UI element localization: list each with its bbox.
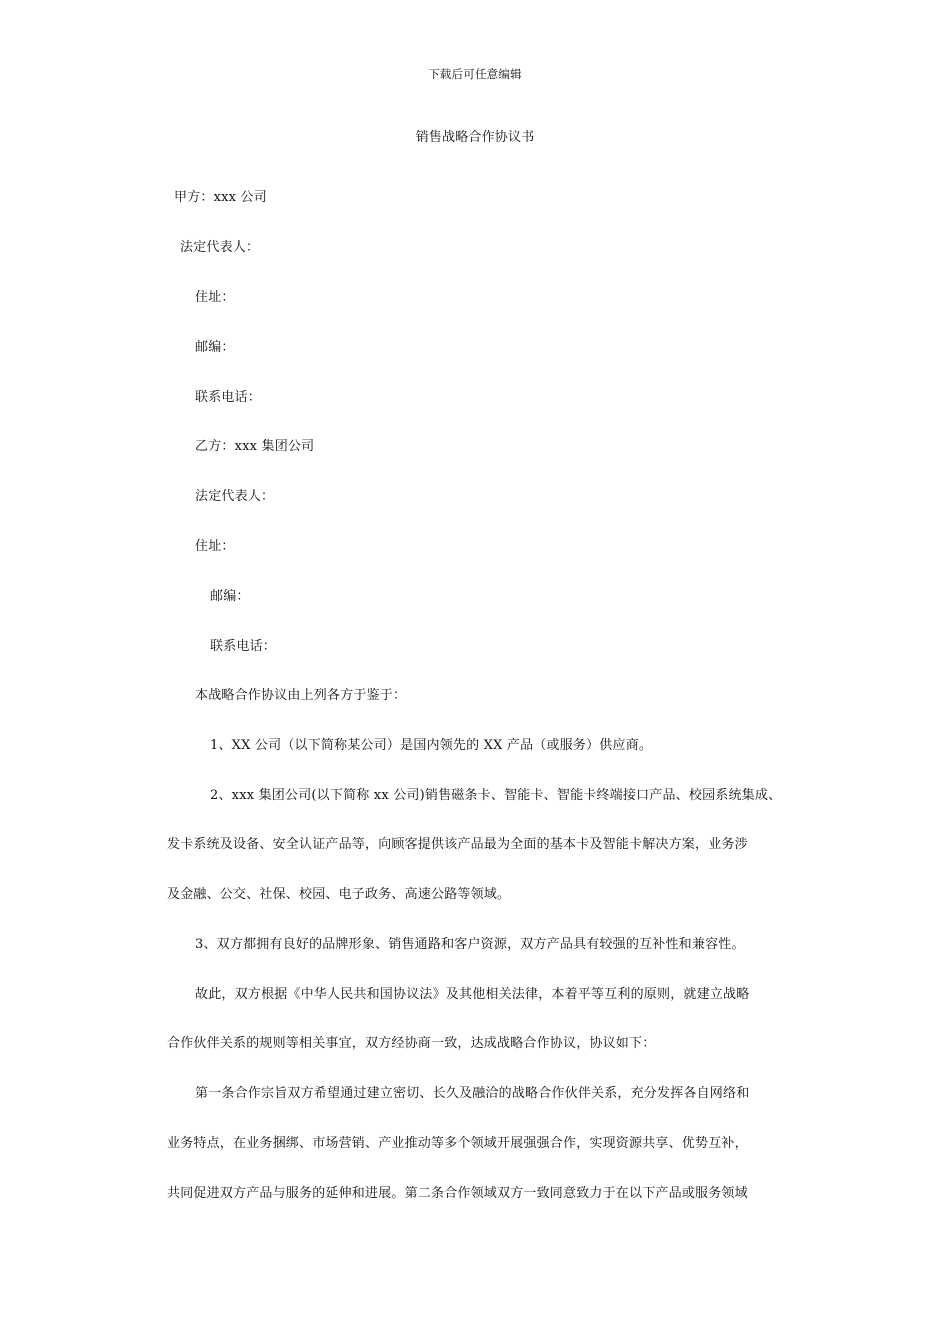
party-a-legal-rep: 法定代表人： [180,240,260,255]
article-1-line-2: 业务特点，在业务捆绑、市场营销、产业推动等多个领域开展强强合作，实现资源共享、优势互补， [167,1136,748,1151]
party-b-phone: 联系电话： [210,639,277,654]
recital-item-3: 3、双方都拥有良好的品牌形象、销售通路和客户资源，双方产品具有较强的互补性和兼容性。 [195,937,745,952]
article-1-line-1: 第一条合作宗旨双方希望通过建立密切、长久及融洽的战略合作伙伴关系，充分发挥各自网络和 [195,1086,750,1101]
party-a-phone: 联系电话： [195,390,262,405]
recital-item-2-line-3: 及金融、公交、社保、校园、电子政务、高速公路等领域。 [167,887,511,902]
recital-item-2-line-1: 2、xxx 集团公司(以下简称 xx 公司)销售磁条卡、智能卡、智能卡终端接口产品、校园系统集成、 [210,788,782,803]
party-b-postcode: 邮编： [210,589,250,604]
document-title: 销售战略合作协议书 [415,130,535,145]
party-a-name: 甲方：xxx 公司 [174,190,267,205]
header-note: 下载后可任意编辑 [428,67,522,81]
article-1-line-3: 共同促进双方产品与服务的延伸和进展。第二条合作领域双方一致同意致力于在以下产品或服务领域 [167,1186,748,1201]
party-a-postcode: 邮编： [195,340,235,355]
recital-item-1: 1、XX 公司（以下简称某公司）是国内领先的 XX 产品（或服务）供应商。 [210,738,653,753]
intro-paragraph: 本战略合作协议由上列各方于鉴于： [195,688,407,703]
therefore-paragraph-line-1: 故此，双方根据《中华人民共和国协议法》及其他相关法律，本着平等互利的原则，就建立战略 [195,987,750,1002]
party-b-name: 乙方：xxx 集团公司 [195,439,315,454]
party-a-address: 住址： [195,290,235,305]
party-b-address: 住址： [195,539,235,554]
therefore-paragraph-line-2: 合作伙伴关系的规则等相关事宜，双方经协商一致，达成战略合作协议，协议如下： [167,1036,656,1051]
party-b-legal-rep: 法定代表人： [195,489,275,504]
recital-item-2-line-2: 发卡系统及设备、安全认证产品等，向顾客提供该产品最为全面的基本卡及智能卡解决方案，业务涉 [167,837,748,852]
